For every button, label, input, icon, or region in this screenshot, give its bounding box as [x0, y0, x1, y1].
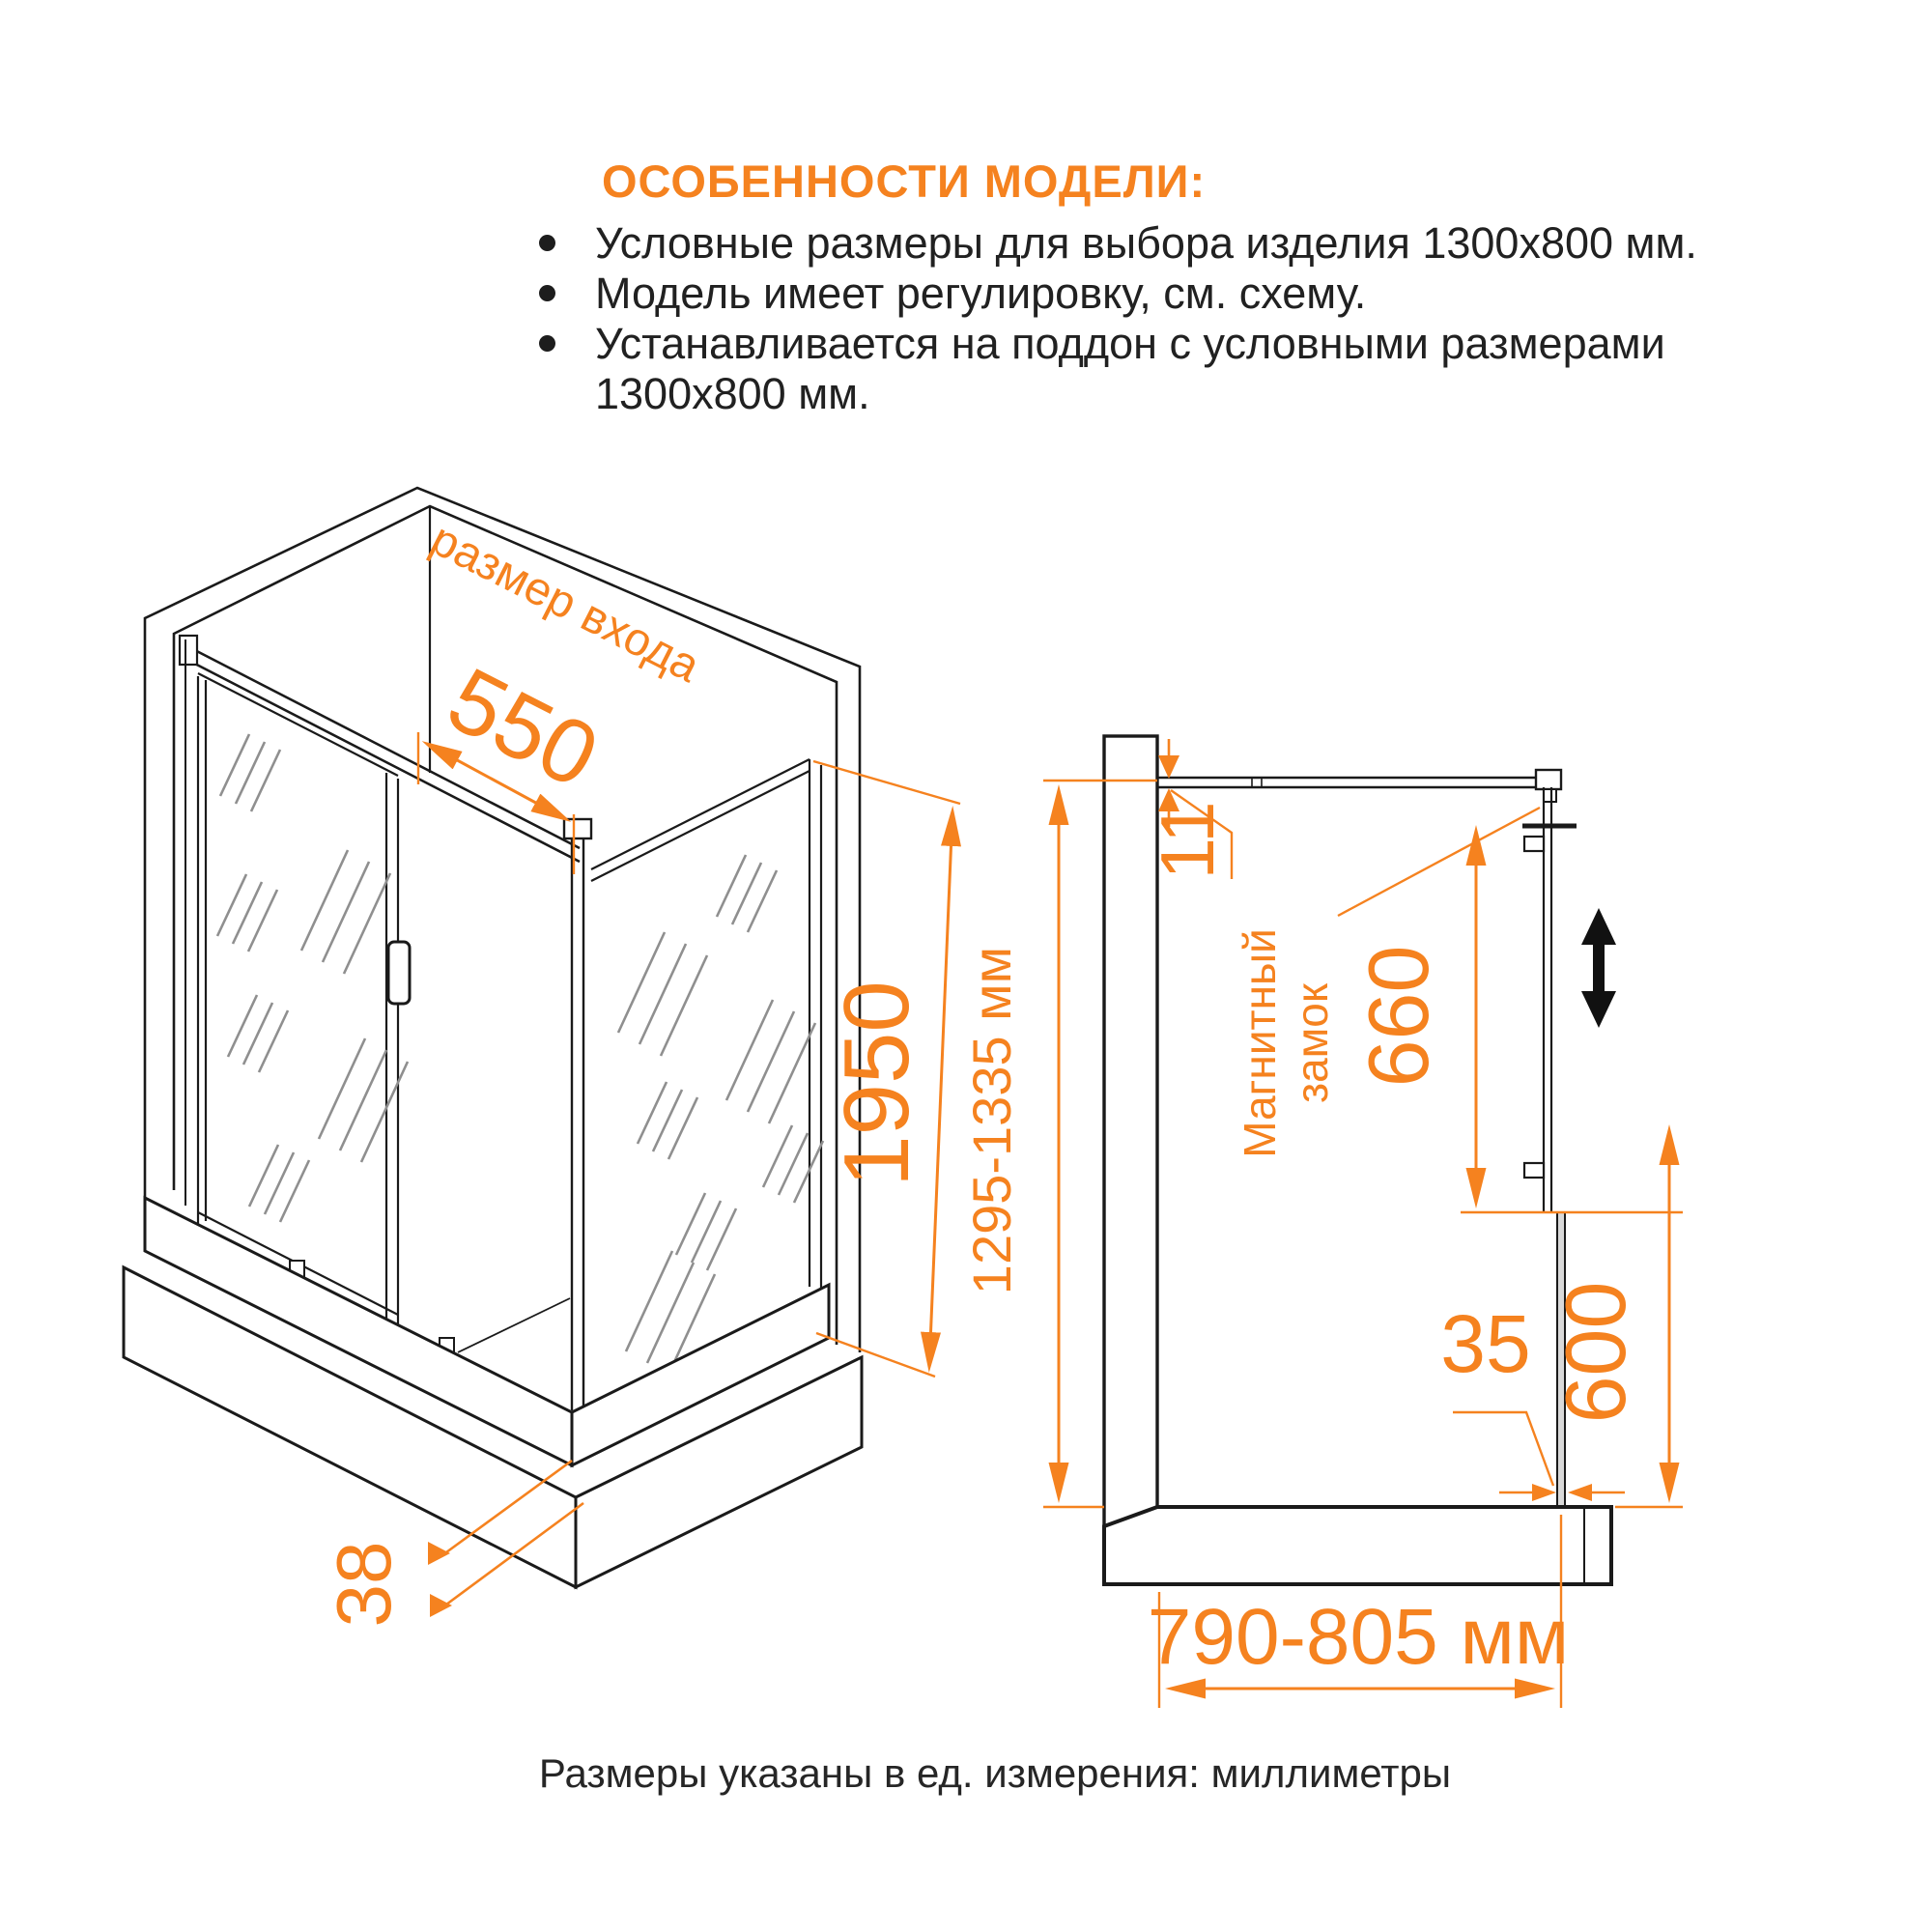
top-gap-dim: 11: [1145, 801, 1230, 880]
magnetic-lock-label-2: замок: [1287, 982, 1337, 1104]
left-isometric-drawing: [124, 488, 960, 1627]
corner-post: [564, 819, 591, 1410]
profile-width-dim: 35: [1440, 1298, 1531, 1389]
feature-text: Модель имеет регулировку, см. схему.: [595, 269, 1367, 318]
plan-tray: [1104, 1507, 1611, 1584]
adjustment-arrow: [1581, 908, 1616, 1028]
right-plan-drawing: [961, 736, 1683, 1708]
magnetic-lock-label-1: Магнитный: [1235, 928, 1285, 1158]
entrance-floor-edge: [458, 1298, 570, 1352]
door-handle: [388, 942, 410, 1004]
entry-width-dim: 550: [433, 647, 614, 808]
back-glass-bar: [1157, 770, 1561, 802]
depth-range-dim: 790-805 мм: [1147, 1593, 1570, 1681]
height-range-dim: 1295-1335 мм: [961, 946, 1022, 1295]
page-title: ОСОБЕННОСТИ МОДЕЛИ:: [602, 156, 1207, 207]
feature-text: Устанавливается на поддон с условными размерами: [595, 319, 1665, 368]
units-note: Размеры указаны в ед. измерения: миллиметры: [538, 1750, 1452, 1796]
fixed-section-dim: 600: [1548, 1281, 1643, 1424]
feature-text: 1300x800 мм.: [595, 369, 870, 418]
base-height-dim: 38: [321, 1541, 407, 1628]
feature-text: Условные размеры для выбора изделия 1300x800 мм.: [595, 218, 1697, 268]
entry-size-label: размер входа: [422, 513, 708, 693]
door-strip: [1522, 787, 1577, 1212]
door-travel-dim: 660: [1350, 945, 1446, 1088]
height-dim: 1950: [825, 980, 928, 1187]
shower-tray: [124, 1198, 862, 1587]
